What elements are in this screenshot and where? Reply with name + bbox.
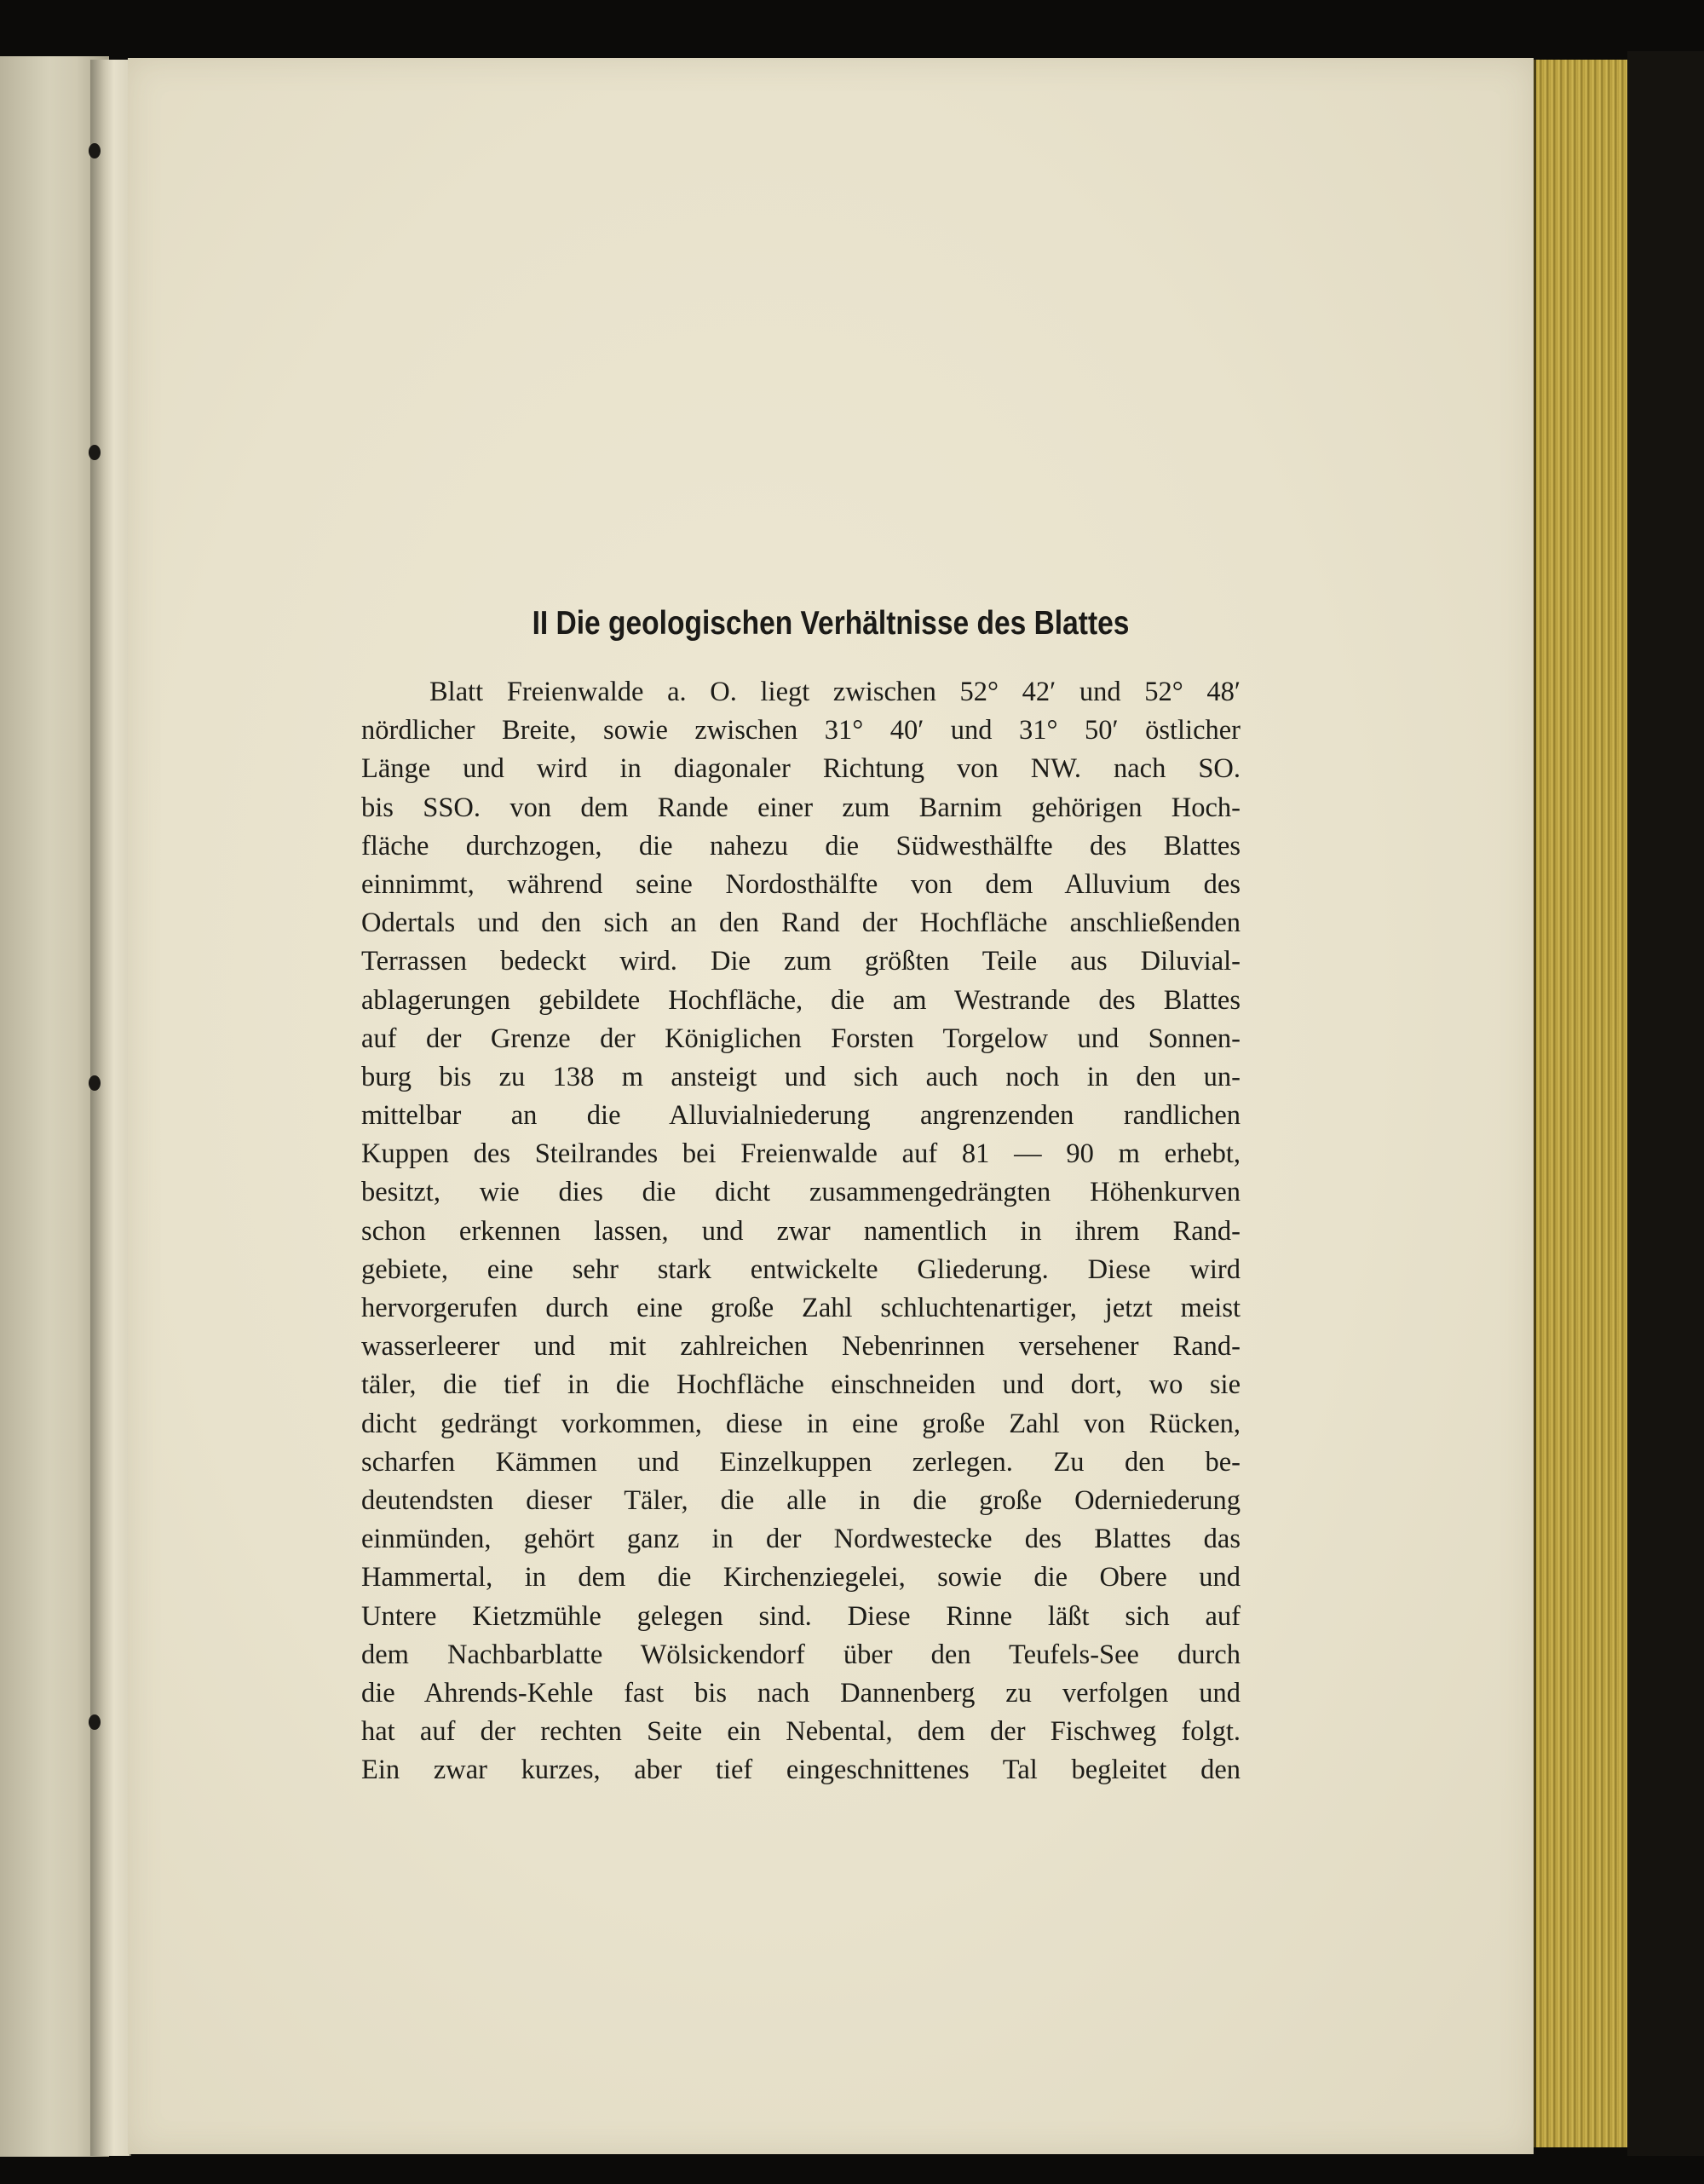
text-line: gebiete, eine sehr stark entwickelte Gliederung. Diese wird <box>361 1253 1241 1285</box>
text-line: mittelbar an die Alluvialniederung angrenzenden randlichen <box>361 1100 1241 1132</box>
text-line: schon erkennen lassen, und zwar namentlich in ihrem Rand- <box>361 1215 1241 1247</box>
text-line: besitzt, wie dies die dicht zusammengedrängten Höhenkurven <box>361 1177 1241 1208</box>
text-line: nördlicher Breite, sowie zwischen 31° 40′ und 31° 50′ östlicher <box>361 715 1241 746</box>
text-line: dem Nachbarblatte Wölsickendorf über den Teufels-See durch <box>361 1639 1241 1670</box>
binding-thread-mark <box>89 1714 101 1730</box>
text-line: wasserleerer und mit zahlreichen Nebenrinnen versehener Rand- <box>361 1331 1241 1363</box>
binding-thread-mark <box>89 143 101 158</box>
binding-thread-mark <box>89 1075 101 1091</box>
text-line: Länge und wird in diagonaler Richtung von NW. nach SO. <box>361 753 1241 785</box>
book-cover <box>1627 51 1704 2156</box>
text-line: täler, die tief in die Hochfläche einschneiden und dort, wo sie <box>361 1369 1241 1401</box>
page-block-edge <box>1534 60 1630 2147</box>
text-line: bis SSO. von dem Rande einer zum Barnim gehörigen Hoch- <box>361 792 1241 823</box>
text-line: Ein zwar kurzes, aber tief eingeschnittenes Tal begleitet den <box>361 1755 1241 1786</box>
text-line: ablagerungen gebildete Hochfläche, die am Westrande des Blattes <box>361 984 1241 1016</box>
text-line: auf der Grenze der Königlichen Forsten Torgelow und Sonnen- <box>361 1023 1241 1054</box>
text-line: scharfen Kämmen und Einzelkuppen zerlegen. Zu den be- <box>361 1446 1241 1478</box>
text-line: einmünden, gehört ganz in der Nordwestecke des Blattes das <box>361 1524 1241 1555</box>
text-line: deutendsten dieser Täler, die alle in die große Oderniederung <box>361 1484 1241 1516</box>
book-gutter <box>90 60 131 2156</box>
text-line: Hammertal, in dem die Kirchenziegelei, sowie die Obere und <box>361 1562 1241 1593</box>
section-heading: II Die geologischen Verhältnisse des Blattes <box>532 605 1130 642</box>
text-line: burg bis zu 138 m ansteigt und sich auch noch in den un- <box>361 1061 1241 1092</box>
text-line: hat auf der rechten Seite ein Nebental, dem der Fischweg folgt. <box>361 1716 1241 1748</box>
text-line: Untere Kietzmühle gelegen sind. Diese Rinne läßt sich auf <box>361 1600 1241 1632</box>
text-line: Terrassen bedeckt wird. Die zum größten Teile aus Diluvial- <box>361 946 1241 977</box>
text-line: die Ahrends-Kehle fast bis nach Dannenberg zu verfolgen und <box>361 1677 1241 1709</box>
body-paragraph <box>361 673 1241 1789</box>
binding-thread-mark <box>89 445 101 460</box>
text-line: Blatt Freienwalde a. O. liegt zwischen 52° 42′ und 52° 48′ <box>429 677 1241 707</box>
text-line: dicht gedrängt vorkommen, diese in eine große Zahl von Rücken, <box>361 1408 1241 1439</box>
text-line: Kuppen des Steilrandes bei Freienwalde auf 81 — 90 m erhebt, <box>361 1138 1241 1170</box>
text-line: Odertals und den sich an den Rand der Hochfläche anschließenden <box>361 908 1241 939</box>
text-line: einnimmt, während seine Nordosthälfte von dem Alluvium des <box>361 868 1241 900</box>
text-line: hervorgerufen durch eine große Zahl schluchtenartiger, jetzt meist <box>361 1293 1241 1323</box>
text-line: fläche durchzogen, die nahezu die Südwesthälfte des Blattes <box>361 830 1241 861</box>
